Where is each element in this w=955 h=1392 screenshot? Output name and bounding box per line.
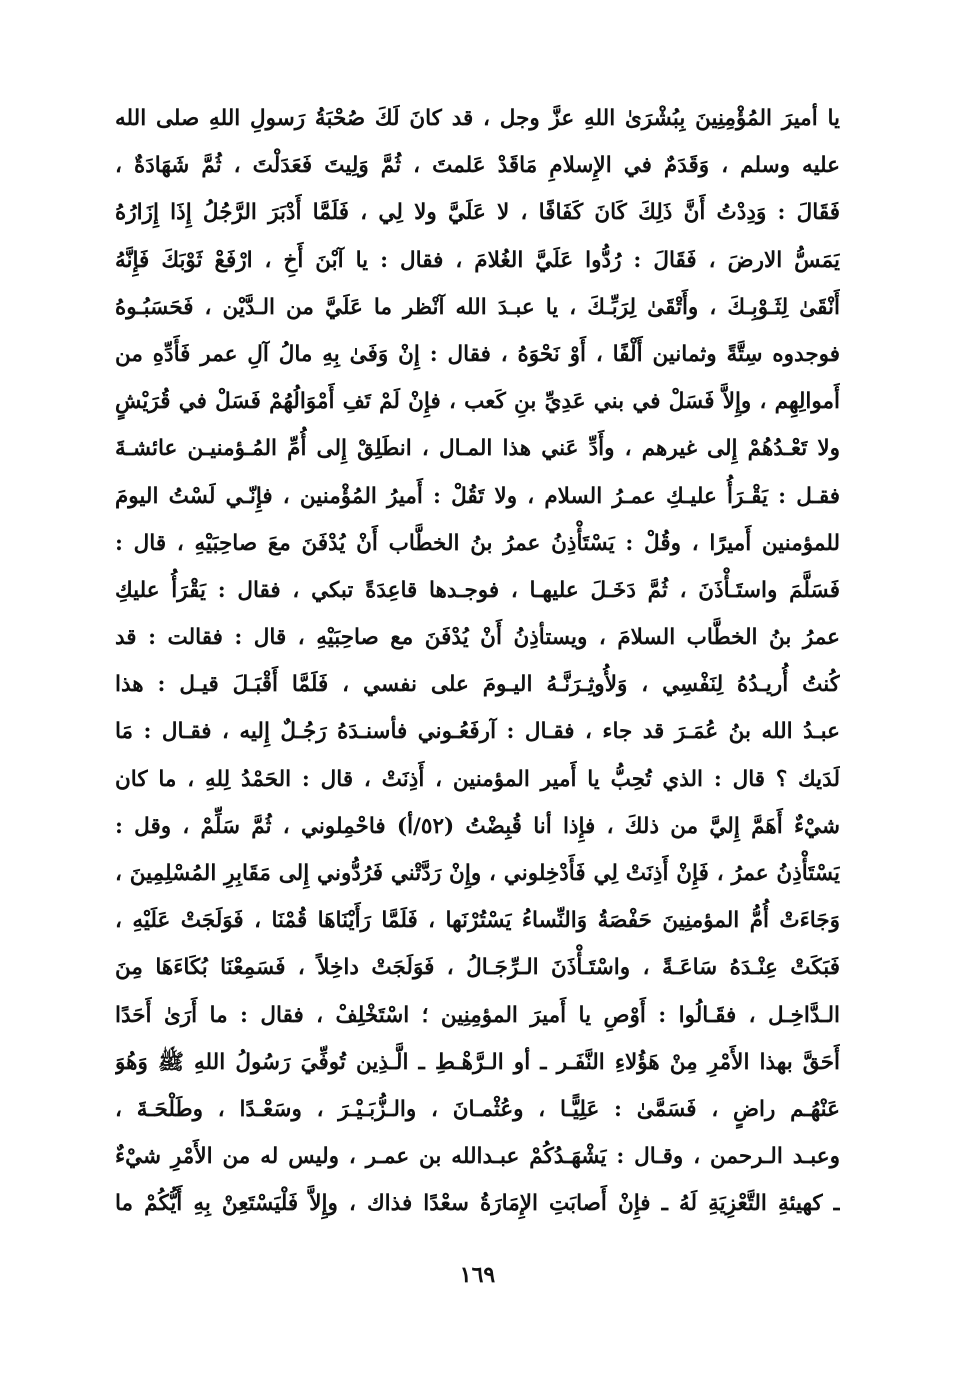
text-line-1: يا أميرَ المُؤْمِنِينَ بِبُشْرَىٰ اللهِ عزَّ وجل ، قد كانَ لَكَ صُحْبَةُ رَسولِ اللهِ صلى الله — [115, 106, 840, 131]
page-number: ١٦٩ — [459, 1262, 496, 1288]
text-line-8: ولا تَعْـدُهُمْ إِلى غيرهم ، وأَدِّ عَني هذا المـال ، انطَلِقْ إِلى أُمِّ المُـؤمنيـن عائشـةَ — [115, 436, 840, 462]
text-line-20: الـدَّاخِـل ، فقَـالُوا : أَوْصِ يا أَميرَ المؤمِنِين ؛ اسْتَخْلِفْ ، فقال : ما أَرَىٰ أَحَدًا — [115, 1002, 840, 1028]
text-line-17: يَسْتَأْذِنُ عمرُ ، فَإِنْ أَذِنَتْ لِي فَأَدْخِلوني ، وإِنْ رَدَّتْني فَرُدُّوني إِلى مَقَابِرِ المُسْلِمِينَ ، — [115, 861, 840, 886]
text-line-12: عمرُ بنُ الخطَّاب السلامَ ، ويستأذِنُ أَنْ يُدْفَنَ مع صاحِبَيْهِ ، قال : فقالت : قد — [115, 625, 840, 651]
text-line-9: فقـل : يَقْـرَأُ عليـكِ عمـرُ السلام ، ولا تَقُلْ : أَميرُ المُؤْمنين ، فإِنّـي لَسْتُ اليومَ — [115, 483, 840, 509]
text-line-5: أَنْقَىٰ لِثَـوْبِـكَ ، وأَتْقَىٰ لِرَبِّـكَ ، يا عبـدَ الله آنْظر ما عَلَيَّ من الـدَّيْن ، فَحَسَبُـوهُ — [115, 294, 840, 320]
body-text — [115, 95, 840, 1228]
text-line-2: عليه وسلم ، وَقَدَمٌ في الإِسلامِ مَاقَدْ عَلمتَ ، ثُمَّ وَلِيتَ فَعَدَلْتَ ، ثُمَّ شَهَادَةٌ ، — [115, 153, 840, 179]
text-line-16: شيْءٌ أَهَمَّ إِليَّ من ذلكَ ، فإِذا أنا قُبِضْتُ (٥٢/أ) فاحْمِلوني ، ثُمَّ سَلِّمْ ، وقل : — [115, 813, 840, 839]
text-line-7: أَموالِهِم ، وإِلاَّ فَسَلْ في بني عَدِيِّ بنِ كَعب ، فإِنْ لَمْ تَفِ أَمْوَالُهُمْ فَسَلْ في قُرَيْشٍ — [115, 389, 840, 415]
text-line-15: لَدَيك ؟ قال : الذي تُحِبُّ يا أَمير المؤمنين ، أَذِنَتْ ، قال : الحَمْدُ لِلهِ ، ما كان — [115, 766, 840, 792]
text-line-21: أَحَقَّ بهذا الأَمْرِ مِنْ هَؤُلاءِ النَّفَـر ـ أو الـرَّهْـطِ ـ الَّـذِين تُوفِّيَ رَسُولُ اللهِ ﷺ وَهُوَ — [115, 1049, 840, 1075]
text-line-4: يَمَسُّ الارضَ ، فَقَالَ : رُدُّوا عَلَيَّ الغُلامَ ، فقال : يا آبْنَ أَخِ ، ارْفَعْ ثَوْبَكَ فَإِنَّهُ — [115, 247, 840, 273]
text-line-3: فَقَالَ : وَدِدْتُ أَنَّ ذَلِكَ كَانَ كَفَافًا ، لا عَلَيَّ ولا لِي ، فَلَمَّا أَدْبَرَ الرَّجُلُ إِذَا إِزَارُهُ — [115, 200, 840, 226]
text-line-19: فَبَكَتْ عِنْـدَهُ سَاعَـةً ، واسْتَـأْذَنَ الـرِّجَـالُ ، فَوَلَجَتْ داخِلاً ، فَسَمِعْنَا بُكَاءَهَا مِنَ — [115, 955, 840, 981]
text-line-14: عبـدُ الله بنُ عُمَـرَ قد جاء ، فقـال : آرفَعُـوني فأسنـدَهُ رَجُـلٌ إِليه ، فقـال : مَا — [115, 719, 840, 745]
text-line-22: عَنْهُـم راضٍ ، فَسَمَّىٰ : عَلِيًّـا ، وعُثْمـانَ ، والـزُّبَـيْـرَ ، وسَعْـدًا ، وطَلْحَـةَ ، — [115, 1096, 840, 1122]
text-line-24: ـ كهيئةِ التَّعْزِيَةِ لَهُ ـ فإِنْ أَصابَتِ الإِمَارَةُ سعْدًا فذاك ، وإِلاَّ فَلْيَسْتَعِنْ بِهِ أَيُّكُمْ ما — [115, 1191, 840, 1217]
text-line-23: وعبـد الـرحمن ، وقـال : يَشْهَـدُكُمْ عبـدالله بن عمـر ، وليس له من الأَمْرِ شيْءٌ — [115, 1144, 840, 1170]
text-line-6: فوجدوه سِتَّةً وثمانين أَلْفًا ، أَوْ نَحْوَهُ ، فقال : إِنْ وَفَىٰ بِهِ مالُ آلِ عمر فَأَدِّهِ من — [115, 341, 840, 367]
text-line-13: كُنتُ أُريـدُهُ لِنَفْسِي ، وَلأُوثِـرَنَّـهُ اليـومَ على نفسي ، فَلَمَّا أَقْبَـلَ قيـل : هذا — [115, 672, 840, 698]
text-line-10: للمؤمنين أَميرًا ، وقُلْ : يَسْتَأْذِنُ عمرُ بنُ الخطَّاب أَنْ يُدْفَنَ معَ صاحِبَيْهِ ، قال : — [115, 530, 840, 556]
text-line-18: وَجَاءَتْ أُمُّ المؤمنِينَ حَفْصَةُ وَالنِّساءُ يَسْتُرْنَها ، فَلَمَّا رَأَيْنَاهَا قُمْنَا ، فَوَلَجَتْ عَلَيْهِ ، — [115, 908, 840, 934]
text-line-11: فَسَلَّمَ واستَـأْذَنَ ، ثُمَّ دَخَـلَ عليهـا ، فوجـدها قاعِدَةً تبكي ، فقال : يَقْرَأُ عليكِ — [115, 577, 840, 603]
